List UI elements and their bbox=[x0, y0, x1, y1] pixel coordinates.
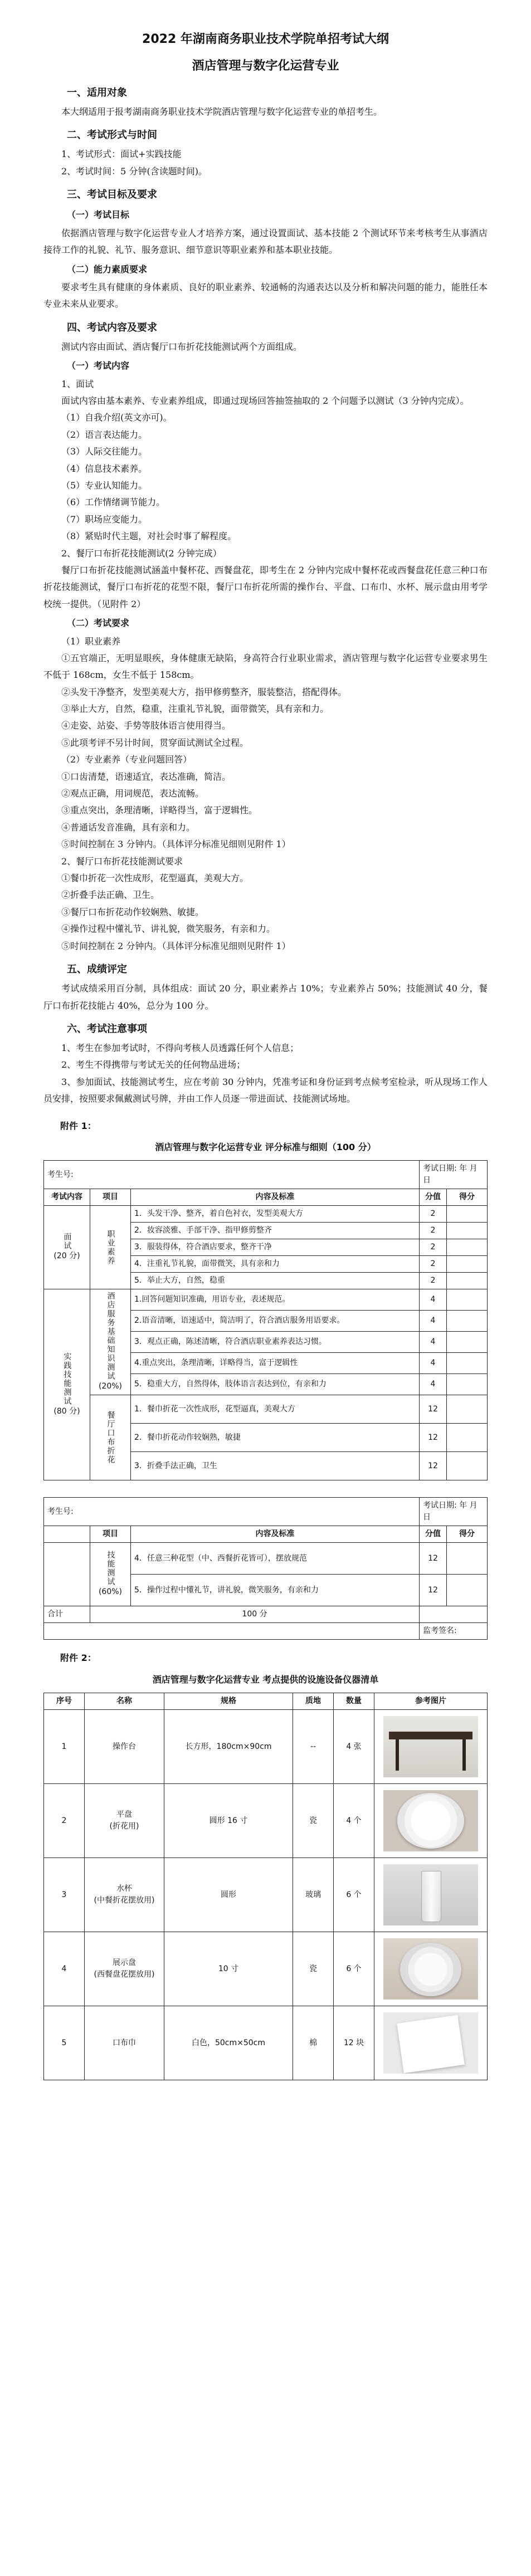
header-cell: 分值 bbox=[420, 1526, 447, 1543]
interview-points: (20 分) bbox=[53, 1252, 80, 1261]
knowledge-test-cell bbox=[90, 1289, 131, 1395]
water-glass-picture bbox=[383, 1864, 478, 1925]
total-label-cell: 合计 bbox=[44, 1606, 90, 1623]
notice-item: 2、考生不得携带与考试无关的任何物品进场； bbox=[61, 1059, 246, 1071]
practice-label: 实践技能测试 bbox=[62, 1352, 72, 1406]
criteria-score: 2 bbox=[420, 1206, 447, 1223]
scoring-table bbox=[43, 1160, 488, 1480]
exam-date-cell: 考试日期: 年 月 日 bbox=[420, 1498, 488, 1526]
criteria-text: 3．折叠手法正确，卫生 bbox=[131, 1452, 420, 1480]
requirement-heading: （1）职业素养 bbox=[61, 636, 121, 647]
score-entry-cell[interactable] bbox=[447, 1575, 488, 1606]
section-5-text: 考试成绩采用百分制，具体组成：面试 20 分，职业素养占 10%；专业素养占 50%；技能测试 40 分，餐厅口布折花技能占 40%，总分为 100 分。 bbox=[43, 983, 488, 1011]
interview-item: （2）语言表达能力。 bbox=[61, 429, 148, 440]
criteria-score: 4 bbox=[420, 1332, 447, 1353]
criteria-text: 4.重点突出，条理清晰，详略得当，富于逻辑性 bbox=[131, 1353, 420, 1374]
professional-quality-cell bbox=[90, 1206, 131, 1289]
score-entry-cell[interactable] bbox=[447, 1374, 488, 1395]
scoring-table-continued bbox=[43, 1497, 488, 1640]
attachment-2-caption: 酒店管理与数字化运营专业 考点提供的设施设备仪器清单 bbox=[152, 1674, 379, 1685]
header-cell: 分值 bbox=[420, 1189, 447, 1206]
napkin-folding-cell bbox=[90, 1395, 131, 1480]
equipment-no: 3 bbox=[44, 1858, 85, 1932]
napkin-cloth-picture bbox=[383, 2012, 478, 2074]
criteria-score: 4 bbox=[420, 1289, 447, 1311]
section-4-intro: 测试内容由面试、酒店餐厅口布折花技能测试两个方面组成。 bbox=[61, 341, 303, 352]
requirement-item: ②折叠手法正确、卫生。 bbox=[61, 889, 160, 901]
header-cell: 内容及标准 bbox=[131, 1189, 420, 1206]
criteria-text: 5．稳重大方，自然得体，肢体语言表达到位，有亲和力 bbox=[131, 1374, 420, 1395]
requirement-item: ①五官端正，无明显眼疾，身体健康无缺陷，身高符合行业职业需求，酒店管理与数字化运营专业要求男生不低于 168cm，女生不低于 158cm。 bbox=[43, 652, 488, 681]
criteria-text: 2.语音清晰，语速适中，简洁明了，符合酒店服务用语要求。 bbox=[131, 1311, 420, 1332]
requirement-item: ③餐厅口布折花动作较娴熟、敏捷。 bbox=[61, 906, 204, 917]
professional-quality-label: 职业素养 bbox=[106, 1229, 115, 1265]
equipment-picture-cell bbox=[374, 2006, 488, 2080]
criteria-text: 3．观点正确，陈述清晰，符合酒店职业素养表达习惯。 bbox=[131, 1332, 420, 1353]
notice-item: 3、参加面试、技能测试考生，应在考前 30 分钟内，凭准考证和身份证到考点候考室检录，听从现场工作人员安排，按照要求佩戴测试号牌，并由工作人员逐一带进面试、技能测试场地。 bbox=[43, 1076, 488, 1104]
equipment-table bbox=[43, 1693, 488, 2080]
document-subtitle: 酒店管理与数字化运营专业 bbox=[192, 58, 339, 73]
requirement-item: ②观点正确，用词规范，表达流畅。 bbox=[61, 788, 204, 799]
section-3-text: 依据酒店管理与数字化运营专业人才培养方案，通过设置面试、基本技能 2 个测试环节来考核考生从事酒店接待工作的礼貌、礼节、服务意识、细节意识等职业素养和基本职业技能。 bbox=[43, 227, 488, 256]
interview-item: （1）自我介绍(英文亦可)。 bbox=[61, 412, 172, 423]
header-cell: 名称 bbox=[85, 1693, 164, 1710]
knowledge-test-label: 酒店服务基础知识测试 bbox=[106, 1292, 115, 1381]
score-entry-cell[interactable] bbox=[447, 1206, 488, 1223]
knowledge-test-points: (20%) bbox=[98, 1382, 123, 1391]
criteria-score: 12 bbox=[420, 1575, 447, 1606]
interview-label: 面试 bbox=[62, 1233, 72, 1251]
interview-item: （7）职场应变能力。 bbox=[61, 514, 148, 525]
header-cell: 考试内容 bbox=[44, 1189, 90, 1206]
score-entry-cell[interactable] bbox=[447, 1543, 488, 1575]
criteria-score: 12 bbox=[420, 1395, 447, 1424]
criteria-text: 4．注重礼节礼貌，面带微笑，具有亲和力 bbox=[131, 1256, 420, 1273]
header-cell: 数量 bbox=[334, 1693, 374, 1710]
score-entry-cell[interactable] bbox=[447, 1424, 488, 1452]
display-plate-picture bbox=[383, 1938, 478, 2000]
attachment-2-label: 附件 2： bbox=[60, 1653, 96, 1664]
score-entry-cell[interactable] bbox=[447, 1452, 488, 1480]
header-cell: 项目 bbox=[90, 1189, 131, 1206]
equipment-picture-cell bbox=[374, 1710, 488, 1784]
operating-table-picture bbox=[383, 1716, 478, 1777]
equipment-picture-cell bbox=[374, 1858, 488, 1932]
document-title: 2022 年湖南商务职业技术学院单招考试大纲 bbox=[142, 32, 389, 46]
equipment-qty: 6 个 bbox=[334, 1858, 374, 1932]
skill-test-points: (60%) bbox=[98, 1587, 123, 1597]
header-cell: 得分 bbox=[447, 1189, 488, 1206]
requirement-item: ②头发干净整齐，发型美观大方，指甲修剪整齐，服装整洁，搭配得体。 bbox=[61, 686, 347, 697]
attachment-1-caption: 酒店管理与数字化运营专业 评分标准与细则（100 分） bbox=[155, 1142, 376, 1153]
subsection-heading: （二）考试要求 bbox=[67, 618, 130, 629]
requirement-item: ③重点突出，条理清晰，详略得当，富于逻辑性。 bbox=[61, 805, 258, 816]
criteria-text: 1.回答问题知识准确，用语专业，表述规范。 bbox=[131, 1289, 420, 1311]
header-cell: 参考图片 bbox=[374, 1693, 488, 1710]
interview-title: 1、面试 bbox=[61, 378, 94, 389]
criteria-score: 2 bbox=[420, 1239, 447, 1256]
equipment-no: 5 bbox=[44, 2006, 85, 2080]
equipment-no: 4 bbox=[44, 1932, 85, 2006]
equipment-no: 1 bbox=[44, 1710, 85, 1784]
criteria-score: 2 bbox=[420, 1223, 447, 1239]
equipment-spec: 圆形 16 寸 bbox=[164, 1784, 293, 1858]
score-entry-cell[interactable] bbox=[447, 1311, 488, 1332]
equipment-material: 瓷 bbox=[293, 1784, 334, 1858]
criteria-score: 4 bbox=[420, 1353, 447, 1374]
criteria-text: 5．举止大方，自然，稳重 bbox=[131, 1273, 420, 1289]
requirement-item: ④走姿、站姿、手势等肢体语言使用得当。 bbox=[61, 720, 231, 731]
header-cell: 序号 bbox=[44, 1693, 85, 1710]
subsection-heading: （一）考试内容 bbox=[67, 360, 130, 372]
blank-cell bbox=[44, 1526, 90, 1543]
equipment-qty: 6 个 bbox=[334, 1932, 374, 2006]
equipment-material: 玻璃 bbox=[293, 1858, 334, 1932]
total-value-cell: 100 分 bbox=[90, 1606, 420, 1623]
practice-points: (80 分) bbox=[53, 1406, 80, 1416]
score-entry-cell[interactable] bbox=[447, 1239, 488, 1256]
equipment-no: 2 bbox=[44, 1784, 85, 1858]
header-cell: 规格 bbox=[164, 1693, 293, 1710]
requirement-item: ⑤此项考评不另计时间，贯穿面试测试全过程。 bbox=[61, 737, 249, 748]
student-number-cell: 考生号: bbox=[44, 1498, 420, 1526]
criteria-text: 3．服装得体，符合酒店要求，整齐干净 bbox=[131, 1239, 420, 1256]
requirement-heading: 2、餐厅口布折花技能测试要求 bbox=[61, 856, 183, 867]
section-1-text: 本大纲适用于报考湖南商务职业技术学院酒店管理与数字化运营专业的单招考生。 bbox=[61, 106, 383, 117]
criteria-score: 12 bbox=[420, 1424, 447, 1452]
equipment-material: 瓷 bbox=[293, 1932, 334, 2006]
skill-test-cell bbox=[90, 1543, 131, 1606]
blank-cell bbox=[44, 1623, 420, 1640]
exam-date-cell: 考试日期: 年 月 日 bbox=[420, 1161, 488, 1189]
header-cell: 项目 bbox=[90, 1526, 131, 1543]
equipment-name: 操作台 bbox=[85, 1710, 164, 1784]
equipment-name: 平盘 (折花用) bbox=[85, 1784, 164, 1858]
equipment-name: 水杯 (中餐折花摆放用) bbox=[85, 1858, 164, 1932]
requirement-item: ①餐巾折花一次性成形，花型逼真，美观大方。 bbox=[61, 872, 249, 883]
score-entry-cell[interactable] bbox=[447, 1332, 488, 1353]
requirement-item: ⑤时间控制在 3 分钟内。（具体评分标准见细则见附件 1） bbox=[61, 839, 291, 850]
requirement-item: ④操作过程中懂礼节、讲礼貌，微笑服务，有亲和力。 bbox=[61, 923, 276, 935]
flat-plate-picture bbox=[383, 1790, 478, 1851]
interview-item: （5）专业认知能力。 bbox=[61, 480, 148, 491]
criteria-text: 2．餐巾折花动作较娴熟，敏捷 bbox=[131, 1424, 420, 1452]
section-heading-1: 一、适用对象 bbox=[67, 86, 127, 99]
equipment-spec: 长方形，180cm×90cm bbox=[164, 1710, 293, 1784]
section-heading-6: 六、考试注意事项 bbox=[67, 1023, 147, 1035]
section-heading-5: 五、成绩评定 bbox=[67, 963, 127, 975]
section-heading-2: 二、考试形式与时间 bbox=[67, 129, 157, 141]
equipment-spec: 圆形 bbox=[164, 1858, 293, 1932]
equipment-qty: 4 张 bbox=[334, 1710, 374, 1784]
equipment-spec: 白色，50cm×50cm bbox=[164, 2006, 293, 2080]
requirement-item: ④普通话发音准确，具有亲和力。 bbox=[61, 822, 196, 833]
score-entry-cell[interactable] bbox=[447, 1353, 488, 1374]
criteria-score: 4 bbox=[420, 1374, 447, 1395]
equipment-name: 口布巾 bbox=[85, 2006, 164, 2080]
equipment-picture-cell bbox=[374, 1784, 488, 1858]
section-heading-4: 四、考试内容及要求 bbox=[67, 321, 157, 334]
supervisor-signature-cell[interactable]: 监考签名: bbox=[420, 1623, 488, 1640]
requirement-item: ③举止大方，自然，稳重，注重礼节礼貌，面带微笑，具有亲和力。 bbox=[61, 703, 329, 715]
section-2-item: 2、考试时间：5 分钟(含读题时间)。 bbox=[61, 165, 207, 177]
criteria-score: 12 bbox=[420, 1452, 447, 1480]
equipment-picture-cell bbox=[374, 1932, 488, 2006]
section-2-item: 1、考试形式：面试+实践技能 bbox=[61, 149, 182, 160]
total-score-entry[interactable] bbox=[420, 1606, 488, 1623]
equipment-material: 棉 bbox=[293, 2006, 334, 2080]
header-cell: 得分 bbox=[447, 1526, 488, 1543]
interview-item: （3）人际交往能力。 bbox=[61, 446, 148, 457]
criteria-score: 4 bbox=[420, 1311, 447, 1332]
attachment-1-label: 附件 1： bbox=[60, 1120, 96, 1131]
header-cell: 质地 bbox=[293, 1693, 334, 1710]
student-number-cell: 考生号: bbox=[44, 1161, 420, 1189]
criteria-text: 1．头发干净、整齐，着自色衬衣，发型美观大方 bbox=[131, 1206, 420, 1223]
criteria-text: 4．任意三种花型（中、西餐折花皆可），摆放规范 bbox=[131, 1543, 420, 1575]
interview-item: （8）紧贴时代主题，对社会时事了解程度。 bbox=[61, 531, 237, 542]
requirement-item: ①口齿清楚，语速适宜，表达准确，简洁。 bbox=[61, 771, 231, 782]
blank-cell bbox=[44, 1543, 90, 1606]
napkin-folding-label: 餐厅口布折花 bbox=[106, 1411, 115, 1465]
score-entry-cell[interactable] bbox=[447, 1395, 488, 1424]
subsection-heading: （一）考试目标 bbox=[67, 209, 130, 221]
requirement-item: ⑤时间控制在 2 分钟内。（具体评分标准见细则见附件 1） bbox=[61, 940, 291, 951]
score-entry-cell[interactable] bbox=[447, 1223, 488, 1239]
criteria-score: 2 bbox=[420, 1273, 447, 1289]
practice-category-cell bbox=[44, 1289, 90, 1480]
criteria-score: 12 bbox=[420, 1543, 447, 1575]
equipment-qty: 12 块 bbox=[334, 2006, 374, 2080]
section-3-text: 要求考生具有健康的身体素质、良好的职业素养、较通畅的沟通表达以及分析和解决问题的能力，能胜任本专业未来从业要求。 bbox=[43, 281, 488, 310]
score-entry-cell[interactable] bbox=[447, 1289, 488, 1311]
skill-test-label: 技能测试 bbox=[106, 1551, 115, 1587]
score-entry-cell[interactable] bbox=[447, 1256, 488, 1273]
header-cell: 内容及标准 bbox=[131, 1526, 420, 1543]
napkin-test-title: 2、餐厅口布折花技能测试(2 分钟完成） bbox=[61, 548, 222, 559]
interview-item: （4）信息技术素养。 bbox=[61, 463, 148, 474]
notice-item: 1、考生在参加考试时，不得向考核人员透露任何个人信息； bbox=[61, 1043, 299, 1054]
interview-text: 面试内容由基本素养、专业素养组成，即通过现场回答抽签抽取的 2 个问题予以测试（3 分钟内完成）。 bbox=[61, 395, 469, 407]
subsection-heading: （二）能力素质要求 bbox=[67, 263, 148, 275]
criteria-text: 5．操作过程中懂礼节，讲礼貌，微笑服务，有亲和力 bbox=[131, 1575, 420, 1606]
criteria-text: 1．餐巾折花一次性成形，花型逼真，美观大方 bbox=[131, 1395, 420, 1424]
section-heading-3: 三、考试目标及要求 bbox=[67, 189, 157, 201]
interview-category-cell bbox=[44, 1206, 90, 1289]
equipment-material: -- bbox=[293, 1710, 334, 1784]
interview-item: （6）工作情绪调节能力。 bbox=[61, 497, 165, 508]
criteria-score: 2 bbox=[420, 1256, 447, 1273]
criteria-text: 2．妆容淡雅、手部干净、指甲修剪整齐 bbox=[131, 1223, 420, 1239]
napkin-test-text: 餐厅口布折花技能测试涵盖中餐杯花、西餐盘花，即考生在 2 分钟内完成中餐杯花或西餐盘花任意三种口布折花技能测试，餐厅口布折花的花型不限，餐厅口布折花所需的操作台、平盘、口布巾、水杯、展示盘由用考学校统一提供。（见附件 2） bbox=[43, 564, 488, 609]
requirement-heading: （2）专业素养（专业问题回答） bbox=[61, 754, 192, 765]
equipment-qty: 4 个 bbox=[334, 1784, 374, 1858]
equipment-spec: 10 寸 bbox=[164, 1932, 293, 2006]
score-entry-cell[interactable] bbox=[447, 1273, 488, 1289]
equipment-name: 展示盘 (西餐盘花摆放用) bbox=[85, 1932, 164, 2006]
